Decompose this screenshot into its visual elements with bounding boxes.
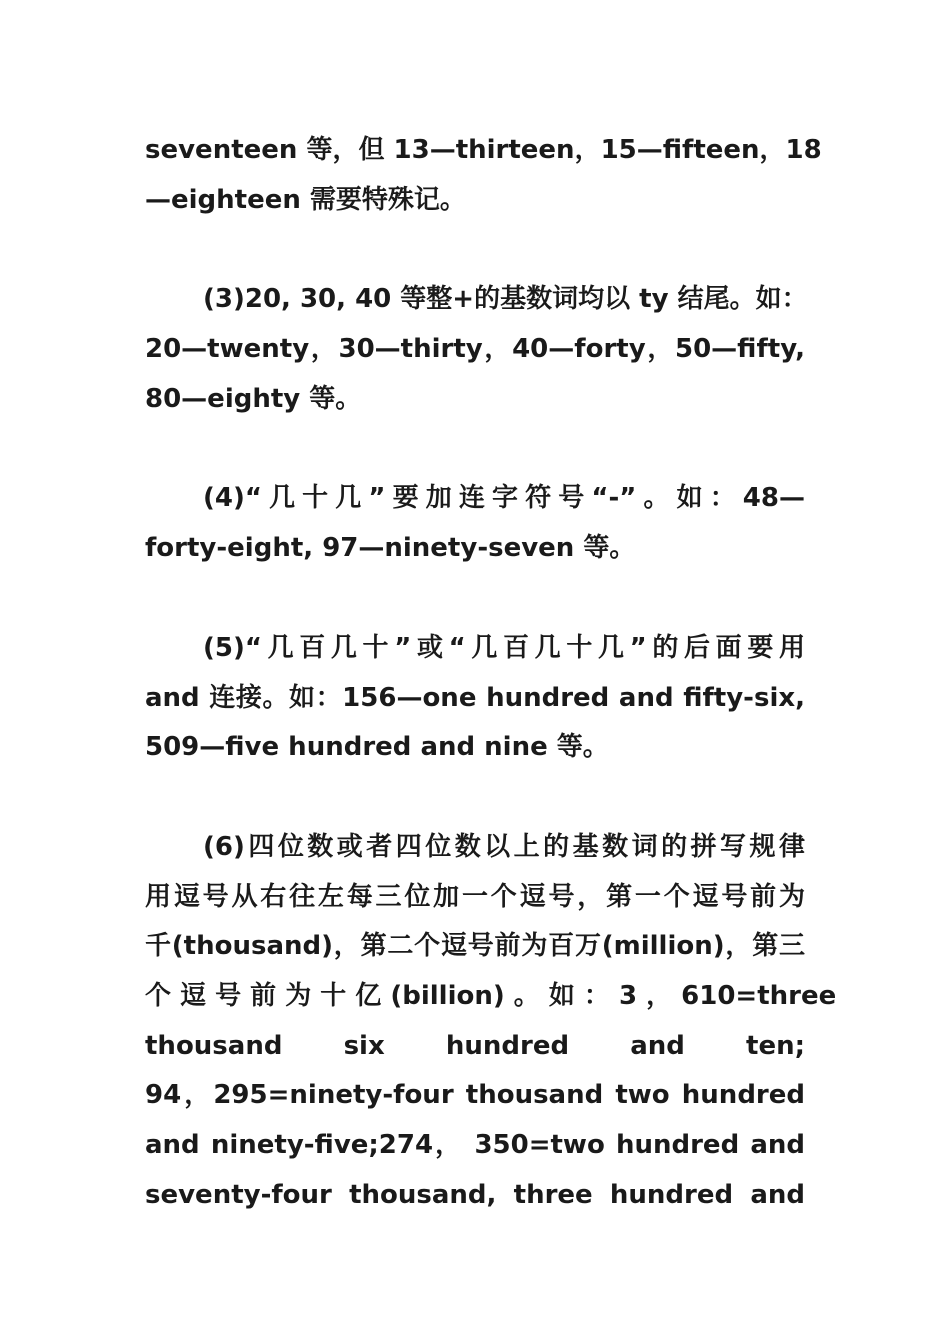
paragraph-rule-4 — [145, 474, 805, 573]
text-line: seventeen 等，但 13—thirteen，15—fifteen，18 — [145, 135, 822, 165]
text-line: forty-eight, 97—ninety-seven 等。 — [145, 533, 636, 564]
text-line: and 连接。如：156—one hundred and fifty-six, — [145, 682, 805, 713]
text-line: (4)“几十几”要加连字符号“-”。如：48— — [203, 483, 805, 514]
text-line: seventy-four thousand, three hundred and — [145, 1179, 805, 1210]
text-line: (6)四位数或者四位数以上的基数词的拼写规律 — [203, 831, 805, 862]
text-line: 千(thousand)，第二个逗号前为百万(million)，第三 — [145, 931, 805, 962]
text-line: 80—eighty 等。 — [145, 383, 362, 414]
text-line: 20—twenty，30—thirty，40—forty，50—fifty, — [145, 334, 805, 365]
text-line: 个 逗 号 前 为 十 亿 (billion) 。 如 ： 3 ， 610=three — [145, 980, 837, 1011]
paragraph-rule-5 — [145, 624, 805, 773]
text-line: thousand six hundred and ten; — [145, 1030, 805, 1061]
paragraph-rule-6 — [145, 823, 837, 1221]
text-line: (5)“几百几十”或“几百几十几”的后面要用 — [203, 632, 805, 663]
text-line: 94，295=ninety-four thousand two hundred — [145, 1080, 805, 1111]
text-line: 509—five hundred and nine 等。 — [145, 732, 609, 763]
text-line: —eighteen 需要特殊记。 — [145, 184, 466, 215]
paragraph-rule-3 — [145, 275, 808, 424]
document-page — [145, 126, 837, 1270]
text-line: 用逗号从右往左每三位加一个逗号，第一个逗号前为 — [145, 881, 805, 912]
text-line: (3)20, 30, 40 等整+的基数词均以 ty 结尾。如： — [203, 284, 808, 315]
text-line: and ninety-five;274， 350=two hundred and — [145, 1130, 805, 1160]
paragraph-teen-numbers — [145, 126, 822, 225]
